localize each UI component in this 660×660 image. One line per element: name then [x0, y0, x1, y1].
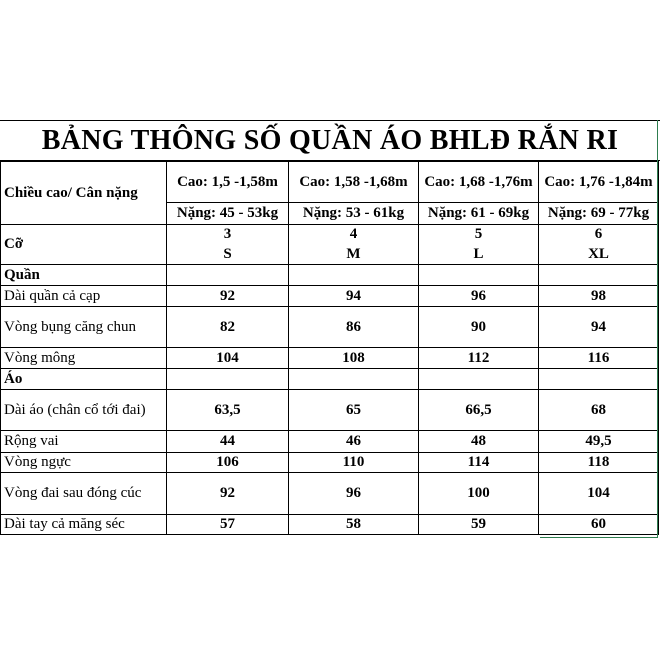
height-cell: Cao: 1,68 -1,76m — [419, 162, 539, 203]
measure-label: Dài quần cả cạp — [1, 286, 167, 307]
table-row — [1, 515, 659, 535]
measure-value: 92 — [167, 286, 289, 307]
measure-value: 86 — [289, 307, 419, 348]
measure-label: Vòng ngực — [1, 453, 167, 473]
measure-value: 58 — [289, 515, 419, 535]
measure-value: 96 — [289, 473, 419, 515]
size-label: Cỡ — [1, 225, 167, 265]
size-number: 3 — [167, 225, 289, 245]
height-cell: Cao: 1,5 -1,58m — [167, 162, 289, 203]
height-cell: Cao: 1,58 -1,68m — [289, 162, 419, 203]
measure-value: 116 — [539, 348, 659, 369]
measure-label: Vòng bụng căng chun — [1, 307, 167, 348]
measure-label: Dài tay cả măng séc — [1, 515, 167, 535]
measure-value: 90 — [419, 307, 539, 348]
measure-label: Vòng đai sau đóng cúc — [1, 473, 167, 515]
table-row — [1, 390, 659, 431]
weight-cell: Nặng: 45 - 53kg — [167, 203, 289, 225]
measure-value: 49,5 — [539, 431, 659, 453]
height-row — [1, 162, 659, 203]
size-letter: L — [419, 245, 539, 265]
table-row — [1, 307, 659, 348]
size-letter: XL — [539, 245, 659, 265]
measure-value: 114 — [419, 453, 539, 473]
size-table — [0, 161, 659, 535]
measure-label: Rộng vai — [1, 431, 167, 453]
table-row — [1, 453, 659, 473]
chart-title: BẢNG THÔNG SỐ QUẦN ÁO BHLĐ RẮN RI — [0, 120, 660, 161]
measure-value: 57 — [167, 515, 289, 535]
shirt-section-row — [1, 369, 659, 390]
measure-value: 118 — [539, 453, 659, 473]
measure-label: Vòng mông — [1, 348, 167, 369]
measure-value: 48 — [419, 431, 539, 453]
measure-value: 108 — [289, 348, 419, 369]
table-row — [1, 431, 659, 453]
shirt-section-label: Áo — [1, 369, 167, 390]
size-number-row — [1, 225, 659, 245]
size-letter: M — [289, 245, 419, 265]
pants-section-label: Quần — [1, 265, 167, 286]
size-number: 6 — [539, 225, 659, 245]
measure-value: 104 — [539, 473, 659, 515]
measure-value: 96 — [419, 286, 539, 307]
height-weight-label: Chiều cao/ Cân nặng — [1, 162, 167, 225]
measure-value: 60 — [539, 515, 659, 535]
measure-value: 98 — [539, 286, 659, 307]
size-letter: S — [167, 245, 289, 265]
measure-value: 112 — [419, 348, 539, 369]
size-chart-sheet — [0, 120, 660, 540]
weight-cell: Nặng: 61 - 69kg — [419, 203, 539, 225]
measure-value: 82 — [167, 307, 289, 348]
measure-value: 44 — [167, 431, 289, 453]
measure-label: Dài áo (chân cổ tới đai) — [1, 390, 167, 431]
table-row — [1, 348, 659, 369]
table-row — [1, 286, 659, 307]
size-number: 4 — [289, 225, 419, 245]
measure-value: 66,5 — [419, 390, 539, 431]
measure-value: 94 — [539, 307, 659, 348]
measure-value: 68 — [539, 390, 659, 431]
weight-cell: Nặng: 53 - 61kg — [289, 203, 419, 225]
measure-value: 106 — [167, 453, 289, 473]
measure-value: 46 — [289, 431, 419, 453]
measure-value: 110 — [289, 453, 419, 473]
measure-value: 92 — [167, 473, 289, 515]
measure-value: 59 — [419, 515, 539, 535]
table-row — [1, 473, 659, 515]
weight-cell: Nặng: 69 - 77kg — [539, 203, 659, 225]
measure-value: 63,5 — [167, 390, 289, 431]
pants-section-row — [1, 265, 659, 286]
height-cell: Cao: 1,76 -1,84m — [539, 162, 659, 203]
size-number: 5 — [419, 225, 539, 245]
measure-value: 104 — [167, 348, 289, 369]
measure-value: 65 — [289, 390, 419, 431]
measure-value: 94 — [289, 286, 419, 307]
measure-value: 100 — [419, 473, 539, 515]
